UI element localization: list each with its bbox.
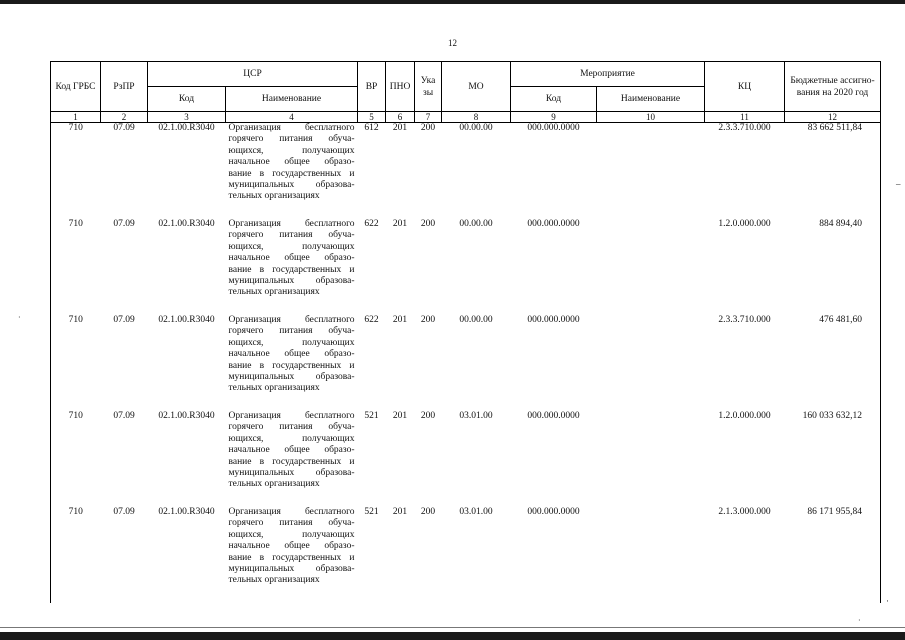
header-pno: ПНО bbox=[386, 62, 415, 112]
cell-mer-kod: 000.000.0000 bbox=[527, 123, 580, 133]
cell-csr: 02.1.00.R3040 bbox=[158, 315, 215, 325]
header-kod-grbs: Код ГРБС bbox=[51, 62, 101, 112]
cell-vr: 622 bbox=[364, 315, 379, 325]
cell-ukazy: 200 bbox=[420, 315, 436, 325]
column-number: 12 bbox=[785, 112, 881, 123]
cell-mer-name bbox=[597, 507, 705, 603]
cell-pno: 201 bbox=[392, 507, 408, 517]
cell-name: Организация бесплатного горячего питания обуча- ющихся, получающих начальное общее образо- вание в государственных и муниципальных образова- тельных организациях bbox=[228, 411, 355, 490]
cell-amount: 83 662 511,84 bbox=[785, 123, 881, 220]
cell-mer-kod: 000.000.0000 bbox=[527, 315, 580, 325]
cell-name: Организация бесплатного горячего питания обуча- ющихся, получающих начальное общее образо- вание в государственных и муниципальных образова- тельных организациях bbox=[228, 315, 355, 394]
cell-csr: 02.1.00.R3040 bbox=[158, 411, 215, 421]
table-row bbox=[51, 507, 881, 603]
page-number: 12 bbox=[448, 38, 457, 48]
cell-rzpr: 07.09 bbox=[113, 315, 135, 325]
table-row bbox=[51, 411, 881, 507]
header-mer-name: Наименование bbox=[597, 87, 705, 112]
column-number: 2 bbox=[101, 112, 148, 123]
cell-grbs: 710 bbox=[51, 219, 101, 315]
column-number: 5 bbox=[358, 112, 386, 123]
column-number: 3 bbox=[148, 112, 226, 123]
scan-bottom-line bbox=[0, 627, 905, 628]
column-number: 7 bbox=[415, 112, 442, 123]
table-row bbox=[51, 219, 881, 315]
cell-vr: 622 bbox=[364, 219, 379, 229]
cell-grbs: 710 bbox=[51, 411, 101, 507]
cell-kc: 2.3.3.710.000 bbox=[718, 123, 771, 133]
cell-rzpr: 07.09 bbox=[113, 507, 135, 517]
header-kc: КЦ bbox=[705, 62, 785, 112]
cell-mer-name bbox=[597, 219, 705, 315]
cell-mo: 00.00.00 bbox=[459, 123, 493, 133]
cell-pno: 201 bbox=[392, 411, 408, 421]
column-number: 6 bbox=[386, 112, 415, 123]
cell-vr: 521 bbox=[364, 507, 379, 517]
cell-kc: 2.1.3.000.000 bbox=[718, 507, 771, 517]
cell-kc: 1.2.0.000.000 bbox=[718, 411, 771, 421]
cell-ukazy: 200 bbox=[420, 507, 436, 517]
header-csr-kod: Код bbox=[148, 87, 226, 112]
cell-kc: 1.2.0.000.000 bbox=[718, 219, 771, 229]
header-vr: ВР bbox=[358, 62, 386, 112]
cell-mo: 00.00.00 bbox=[459, 219, 493, 229]
cell-mer-name bbox=[597, 315, 705, 411]
cell-csr: 02.1.00.R3040 bbox=[158, 507, 215, 517]
cell-rzpr: 07.09 bbox=[113, 411, 135, 421]
cell-grbs: 710 bbox=[51, 507, 101, 603]
header-mer-kod: Код bbox=[511, 87, 597, 112]
cell-amount: 476 481,60 bbox=[785, 315, 881, 411]
cell-mo: 03.01.00 bbox=[459, 507, 493, 517]
cell-kc: 2.3.3.710.000 bbox=[718, 315, 771, 325]
cell-mo: 03.01.00 bbox=[459, 411, 493, 421]
header-ukazy: Ука зы bbox=[415, 62, 442, 112]
cell-name: Организация бесплатного горячего питания обуча- ющихся, получающих начальное общее образо- вание в государственных и муниципальных образова- тельных организациях bbox=[228, 219, 355, 298]
cell-name: Организация бесплатного горячего питания обуча- ющихся, получающих начальное общее образо- вание в государственных и муниципальных образова- тельных организациях bbox=[228, 123, 355, 202]
cell-vr: 521 bbox=[364, 411, 379, 421]
column-number: 9 bbox=[511, 112, 597, 123]
scan-mark: – bbox=[896, 179, 901, 189]
cell-mer-kod: 000.000.0000 bbox=[527, 411, 580, 421]
scan-mark: · bbox=[858, 616, 861, 625]
cell-mo: 00.00.00 bbox=[459, 315, 493, 325]
cell-csr: 02.1.00.R3040 bbox=[158, 123, 215, 133]
header-rzpr: РзПР bbox=[101, 62, 148, 112]
header-budget: Бюджетные ассигно- вания на 2020 год bbox=[785, 62, 881, 112]
cell-rzpr: 07.09 bbox=[113, 219, 135, 229]
cell-ukazy: 200 bbox=[420, 123, 436, 133]
header-csr: ЦСР bbox=[148, 62, 358, 87]
table-row bbox=[51, 315, 881, 411]
cell-amount: 884 894,40 bbox=[785, 219, 881, 315]
scan-mark: · bbox=[18, 313, 21, 322]
column-number: 4 bbox=[226, 112, 358, 123]
cell-rzpr: 07.09 bbox=[113, 123, 135, 133]
column-number: 8 bbox=[442, 112, 511, 123]
cell-mer-name bbox=[597, 411, 705, 507]
table-row bbox=[51, 123, 881, 220]
cell-vr: 612 bbox=[364, 123, 379, 133]
cell-ukazy: 200 bbox=[420, 411, 436, 421]
column-number: 11 bbox=[705, 112, 785, 123]
cell-ukazy: 200 bbox=[420, 219, 436, 229]
header-meropriyatie: Мероприятие bbox=[511, 62, 705, 87]
cell-name: Организация бесплатного горячего питания обуча- ющихся, получающих начальное общее образо- вание в государственных и муниципальных образова- тельных организациях bbox=[228, 507, 355, 586]
cell-amount: 86 171 955,84 bbox=[785, 507, 881, 603]
cell-mer-kod: 000.000.0000 bbox=[527, 219, 580, 229]
column-number: 10 bbox=[597, 112, 705, 123]
header-mo: МО bbox=[442, 62, 511, 112]
cell-grbs: 710 bbox=[51, 123, 101, 220]
cell-grbs: 710 bbox=[51, 315, 101, 411]
scan-bottom-edge bbox=[0, 632, 905, 640]
header-csr-name: Наименование bbox=[226, 87, 358, 112]
scan-top-edge bbox=[0, 0, 905, 4]
cell-csr: 02.1.00.R3040 bbox=[158, 219, 215, 229]
cell-pno: 201 bbox=[392, 219, 408, 229]
budget-table bbox=[50, 61, 881, 603]
cell-pno: 201 bbox=[392, 315, 408, 325]
cell-pno: 201 bbox=[392, 123, 408, 133]
column-number: 1 bbox=[51, 112, 101, 123]
cell-mer-name bbox=[597, 123, 705, 220]
cell-mer-kod: 000.000.0000 bbox=[527, 507, 580, 517]
scan-mark: · bbox=[886, 596, 889, 606]
cell-amount: 160 033 632,12 bbox=[785, 411, 881, 507]
